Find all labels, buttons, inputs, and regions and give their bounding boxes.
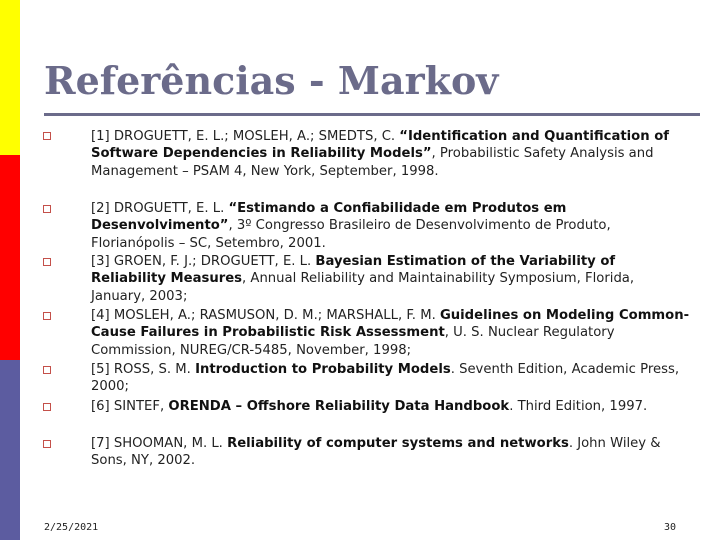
bullet-icon: [43, 403, 51, 411]
accent-bar-yellow: [0, 0, 20, 155]
bullet-icon: [43, 312, 51, 320]
reference-item-6: [91, 398, 691, 415]
reference-item-1: [91, 128, 691, 180]
slide-title: Referências - Markov: [44, 58, 499, 103]
reference-item-5: [91, 361, 691, 396]
reference-title: Guidelines on Modeling Common-Cause Failures in Probabilistic Risk Assessment: [91, 308, 690, 341]
reference-authors: [6] SINTEF,: [91, 399, 169, 414]
reference-authors: [2] DROGUETT, E. L.: [91, 201, 229, 216]
accent-bar-blue: [0, 360, 20, 540]
reference-item-3: [91, 253, 691, 305]
reference-authors: [5] ROSS, S. M.: [91, 362, 196, 377]
title-underline: [44, 113, 700, 116]
page-number: 30: [664, 522, 677, 533]
accent-bar-red: [0, 155, 20, 360]
reference-details: . John Wiley & Sons, NY, 2002.: [91, 436, 661, 469]
reference-title: “Estimando a Confiabilidade em Produtos em Desenvolvimento”: [91, 201, 567, 234]
reference-details: , Annual Reliability and Maintainability Symposium, Florida, January, 2003;: [91, 271, 635, 304]
reference-authors: [4] MOSLEH, A.; RASMUSON, D. M.; MARSHALL, F. M.: [91, 308, 440, 323]
bullet-icon: [43, 440, 51, 448]
reference-details: , 3º Congresso Brasileiro de Desenvolvimento de Produto, Florianópolis – SC, Setembro, 2001.: [91, 218, 611, 251]
reference-item-2: [91, 200, 691, 252]
reference-title: “Identification and Quantification of Software Dependencies in Reliability Models”: [91, 129, 670, 162]
bullet-icon: [43, 205, 51, 213]
reference-authors: [1] DROGUETT, E. L.; MOSLEH, A.; SMEDTS, C.: [91, 129, 400, 144]
reference-title: ORENDA – Offshore Reliability Data Handbook: [168, 399, 510, 414]
reference-details: , U. S. Nuclear Regulatory Commission, NUREG/CR-5485, November, 1998;: [91, 325, 615, 358]
reference-authors: [3] GROEN, F. J.; DROGUETT, E. L.: [91, 254, 316, 269]
reference-details: . Third Edition, 1997.: [509, 399, 648, 414]
bullet-icon: [43, 258, 51, 266]
reference-title: Bayesian Estimation of the Variability of Reliability Measures: [91, 254, 616, 287]
footer-date: 2/25/2021: [44, 522, 99, 533]
bullet-icon: [43, 132, 51, 140]
reference-details: , Probabilistic Safety Analysis and Management – PSAM 4, New York, September, 1998.: [91, 146, 654, 179]
reference-item-7: [91, 435, 691, 470]
reference-details: . Seventh Edition, Academic Press, 2000;: [91, 362, 680, 395]
bullet-icon: [43, 366, 51, 374]
reference-authors: [7] SHOOMAN, M. L.: [91, 436, 228, 451]
reference-title: Reliability of computer systems and networks: [227, 436, 569, 451]
reference-item-4: [91, 307, 691, 359]
reference-title: Introduction to Probability Models: [195, 362, 451, 377]
